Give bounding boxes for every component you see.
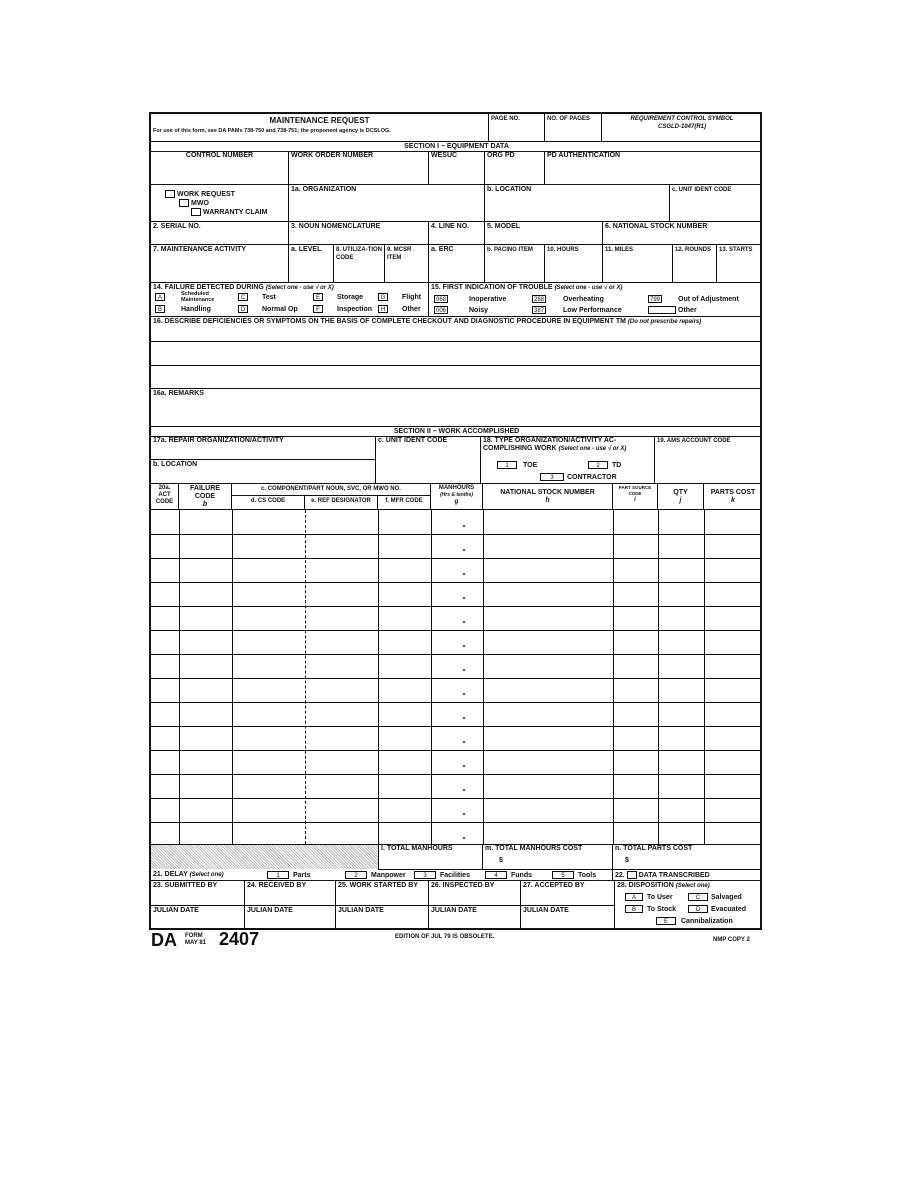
fd-a-label: Scheduled Maintenance	[181, 291, 215, 303]
table-row-line	[151, 702, 762, 703]
data-transcribed-checkbox[interactable]	[627, 871, 637, 879]
fd-a-checkbox[interactable]: A	[155, 293, 165, 301]
fd-e-checkbox[interactable]: E	[313, 293, 323, 301]
maint-activity-field[interactable]: 7. MAINTENANCE ACTIVITY	[151, 245, 289, 283]
tr-other-checkbox[interactable]	[648, 306, 676, 314]
delay-facilities-checkbox[interactable]: 3	[414, 871, 436, 879]
fd-b-label: Handling	[181, 306, 211, 313]
disp-a-label: To User	[647, 894, 673, 901]
col-qty: QTY j	[658, 484, 704, 510]
fd-g-label: Flight	[402, 294, 422, 301]
maintenance-request-form	[149, 112, 762, 930]
disp-c-label: Salvaged	[711, 894, 742, 901]
tr-799-checkbox[interactable]: 799	[650, 297, 661, 303]
utilization-field[interactable]: 8. UTILIZA-TION CODE	[334, 245, 385, 283]
manhours-decimal-point	[463, 765, 465, 767]
starts-field[interactable]: 13. STARTS	[717, 245, 762, 283]
unit-ident-field[interactable]: c. UNIT IDENT CODE	[670, 185, 762, 222]
tr-799-label: Out of Adjustment	[678, 296, 739, 303]
req-control-block	[602, 114, 762, 142]
work-started-by-field[interactable]: 25. WORK STARTED BY	[336, 881, 429, 906]
fd-f-label: Inspection	[337, 306, 373, 313]
delay-funds-label: Funds	[511, 872, 532, 879]
header-title-block	[151, 114, 489, 142]
table-row-line	[151, 750, 762, 751]
fd-h-checkbox[interactable]: H	[378, 305, 388, 313]
table-row-line	[151, 534, 762, 535]
manhours-decimal-point	[463, 525, 465, 527]
manhours-decimal-point	[463, 741, 465, 743]
remarks-field[interactable]: 16a. REMARKS	[151, 389, 762, 427]
disp-d-label: Evacuated	[711, 906, 747, 913]
total-manhours-field[interactable]: l. TOTAL MANHOURS	[378, 844, 483, 870]
toe-checkbox[interactable]: 1	[497, 461, 517, 469]
delay-tools-checkbox[interactable]: 5	[552, 871, 574, 879]
fd-h-label: Other	[402, 306, 421, 313]
rounds-field[interactable]: 12. ROUNDS	[673, 245, 717, 283]
julian-date-26[interactable]: JULIAN DATE	[429, 906, 521, 930]
fd-e-label: Storage	[337, 294, 364, 301]
footer-da: DA	[151, 930, 177, 950]
tr-068-label: Inoperative	[469, 296, 507, 303]
fd-d-label: Normal Op	[262, 306, 298, 313]
page-no-field[interactable]: PAGE NO.	[489, 114, 545, 142]
table-column-line	[483, 510, 484, 844]
julian-date-25[interactable]: JULIAN DATE	[336, 906, 429, 930]
julian-date-23[interactable]: JULIAN DATE	[151, 906, 245, 930]
col-part-source: PART SOURCE CODE i	[613, 484, 658, 510]
table-row-line	[151, 654, 762, 655]
manhours-decimal-point	[463, 597, 465, 599]
noun-nomenclature-field[interactable]: 3. NOUN NOMENCLATURE	[289, 222, 429, 245]
warranty-checkbox[interactable]	[191, 208, 201, 216]
table-column-line	[179, 510, 180, 844]
contractor-label: CONTRACTOR	[567, 474, 617, 481]
tr-006-label: Noisy	[469, 307, 489, 314]
organization-field[interactable]: 1a. ORGANIZATION	[289, 185, 485, 222]
julian-date-27[interactable]: JULIAN DATE	[521, 906, 615, 930]
disp-c-checkbox[interactable]: C	[688, 893, 708, 901]
form-subtitle: For use of this form, see DA PAMs 738-750 and 738-751; the proponent agency is DCSLOG.	[153, 128, 391, 134]
col-ref-designator: e. REF DESIGNATOR	[305, 496, 378, 510]
col-failure-code: FAILURE CODE b	[179, 484, 232, 510]
form-title: MAINTENANCE REQUEST	[269, 116, 370, 125]
footer-number: 2407	[219, 929, 260, 949]
fd-g-checkbox[interactable]: G	[378, 293, 388, 301]
location-b-field[interactable]: b. LOCATION	[151, 460, 376, 484]
tr-068-checkbox[interactable]: 068	[436, 297, 447, 303]
tr-other-label: Other	[678, 307, 697, 314]
model-field[interactable]: 5. MODEL	[485, 222, 603, 245]
delay-funds-checkbox[interactable]: 4	[485, 871, 507, 879]
manhours-decimal-point	[463, 549, 465, 551]
table-column-line	[704, 510, 705, 844]
contractor-checkbox[interactable]: 3	[540, 473, 564, 481]
accepted-by-field[interactable]: 27. ACCEPTED BY	[521, 881, 615, 906]
serial-no-field[interactable]: 2. SERIAL NO.	[151, 222, 289, 245]
table-column-line	[378, 510, 379, 844]
section1-title: SECTION I – EQUIPMENT DATA	[404, 143, 509, 150]
manhours-decimal-point	[463, 813, 465, 815]
table-dashed-line	[305, 510, 306, 844]
delay-tools-label: Tools	[578, 872, 597, 879]
table-row-line	[151, 822, 762, 823]
repair-org-field[interactable]: 17a. REPAIR ORGANIZATION/ACTIVITY	[151, 436, 376, 460]
table-column-line	[613, 510, 614, 844]
miles-field[interactable]: 11. MILES	[603, 245, 673, 283]
col-parts-cost: PARTS COST k	[704, 484, 762, 510]
ams-account-field[interactable]: 19. AMS ACCOUNT CODE	[655, 436, 762, 484]
shaded-area	[151, 845, 378, 869]
manhours-decimal-point	[463, 837, 465, 839]
fd-b-checkbox[interactable]: B	[155, 305, 165, 313]
control-number-field[interactable]: CONTROL NUMBER	[151, 151, 289, 185]
req-control-label: REQUIREMENT CONTROL SYMBOL	[630, 116, 734, 122]
request-type-block: WORK REQUEST MWO WARRANTY CLAIM	[151, 185, 289, 222]
disposition-block: 28. DISPOSITION (Select one)	[617, 882, 710, 889]
delay-manpower-checkbox[interactable]: 2	[345, 871, 367, 879]
manhours-decimal-point	[463, 717, 465, 719]
no-of-pages-field[interactable]: NO. OF PAGES	[545, 114, 602, 142]
org-pd-field[interactable]: ORG PD	[485, 151, 545, 185]
delay-facilities-label: Facilities	[440, 872, 470, 879]
manhours-decimal-point	[463, 573, 465, 575]
mwo-checkbox[interactable]	[179, 199, 189, 207]
table-row-line	[151, 582, 762, 583]
work-request-checkbox[interactable]	[165, 190, 175, 198]
col-cs-code: d. CS CODE	[232, 496, 305, 510]
disp-e-label: Cannibalization	[681, 918, 733, 925]
req-control-code: CSGLD-1047(R1)	[657, 124, 706, 130]
footer-copy: NMP COPY 2	[713, 937, 750, 943]
manhours-decimal-point	[463, 789, 465, 791]
td-label: TD	[612, 462, 622, 469]
delay-manpower-label: Manpower	[371, 872, 406, 879]
toe-label: TOE	[523, 462, 538, 469]
disp-e-checkbox[interactable]: E	[656, 917, 676, 925]
submitted-by-field[interactable]: 23. SUBMITTED BY	[151, 881, 245, 906]
disp-b-checkbox[interactable]: B	[625, 905, 643, 913]
type-org-block: 18. TYPE ORGANIZATION/ACTIVITY AC-COMPLISHING WORK (Select one - use √ or X)	[481, 436, 655, 484]
delay-parts-label: Parts	[293, 872, 311, 879]
mcsr-field[interactable]: 9. MCSR ITEM	[385, 245, 429, 283]
col-act-code: 20a. ACT CODE	[151, 484, 179, 510]
level-field[interactable]: a. LEVEL	[289, 245, 334, 283]
footer-edition: EDITION OF JUL 79 IS OBSOLETE.	[395, 934, 495, 940]
manhours-decimal-point	[463, 669, 465, 671]
table-column-line	[658, 510, 659, 844]
failure-detected-block: 14. FAILURE DETECTED DURING (Select one - use √ or X)	[151, 283, 429, 317]
tr-387-checkbox[interactable]: 387	[534, 308, 545, 314]
delay-parts-checkbox[interactable]: 1	[267, 871, 289, 879]
nsn-field[interactable]: 6. NATIONAL STOCK NUMBER	[603, 222, 762, 245]
fd-f-checkbox[interactable]: F	[313, 305, 323, 313]
unit-ident-code-field[interactable]: c. UNIT IDENT CODE	[376, 436, 481, 484]
delay-block: 21. DELAY (Select one)	[151, 870, 613, 881]
col-nsn: NATIONAL STOCK NUMBER h	[483, 484, 613, 510]
table-row-line	[151, 630, 762, 631]
disp-a-checkbox[interactable]: A	[625, 893, 643, 901]
pacing-field[interactable]: b. PACING ITEM	[485, 245, 545, 283]
received-by-field[interactable]: 24. RECEIVED BY	[245, 881, 336, 906]
footer-form: FORM MAY 81	[185, 933, 207, 946]
col-component: c. COMPONENT/PART NOUN, SVC, OR MWO NO.	[232, 484, 431, 496]
table-column-line	[232, 510, 233, 844]
fd-c-label: Test	[262, 294, 276, 301]
hours-field[interactable]: 10. HOURS	[545, 245, 603, 283]
disp-b-label: To Stock	[647, 906, 677, 913]
first-indication-block: 15. FIRST INDICATION OF TROUBLE (Select one - use √ or X)	[429, 283, 762, 317]
disp-d-checkbox[interactable]: D	[688, 905, 708, 913]
work-order-field[interactable]: WORK ORDER NUMBER	[289, 151, 429, 185]
manhours-decimal-point	[463, 693, 465, 695]
table-row-line	[151, 798, 762, 799]
tr-288-label: Overheating	[563, 296, 604, 303]
line-no-field[interactable]: 4. LINE NO.	[429, 222, 485, 245]
fd-c-checkbox[interactable]: C	[238, 293, 248, 301]
data-transcribed-block: 22. DATA TRANSCRIBED	[613, 870, 762, 881]
tr-006-checkbox[interactable]: 006	[436, 308, 447, 314]
table-row-line	[151, 606, 762, 607]
table-column-line	[431, 510, 432, 844]
total-manhours-cost-field[interactable]: m. TOTAL MANHOURS COST $	[483, 844, 613, 870]
table-row-line	[151, 774, 762, 775]
tr-387-label: Low Performance	[563, 307, 622, 314]
total-parts-cost-field[interactable]: n. TOTAL PARTS COST $	[613, 844, 762, 870]
julian-date-24[interactable]: JULIAN DATE	[245, 906, 336, 930]
tr-288-checkbox[interactable]: 288	[534, 297, 545, 303]
table-row-line	[151, 558, 762, 559]
col-mfr-code: f. MFR CODE	[378, 496, 431, 510]
wesuc-field[interactable]: WESUC	[429, 151, 485, 185]
fd-d-checkbox[interactable]: D	[238, 305, 248, 313]
inspected-by-field[interactable]: 26. INSPECTED BY	[429, 881, 521, 906]
td-checkbox[interactable]: 2	[588, 461, 608, 469]
describe-deficiencies-field[interactable]: 16. DESCRIBE DEFICIENCIES OR SYMPTOMS ON THE BASIS OF COMPLETE CHECKOUT AND DIAGNOSTIC PROCEDURE IN EQUIPMENT TM (Do not prescribe repairs)	[151, 317, 762, 389]
location-field[interactable]: b. LOCATION	[485, 185, 670, 222]
manhours-decimal-point	[463, 621, 465, 623]
section2-title: SECTION II – WORK ACCOMPLISHED	[393, 428, 520, 435]
manhours-decimal-point	[463, 645, 465, 647]
erc-field[interactable]: a. ERC	[429, 245, 485, 283]
pd-auth-field[interactable]: PD AUTHENTICATION	[545, 151, 762, 185]
table-row-line	[151, 726, 762, 727]
table-row-line	[151, 678, 762, 679]
col-manhours: MANHOURS (Hrs & tenths) g	[431, 484, 483, 510]
